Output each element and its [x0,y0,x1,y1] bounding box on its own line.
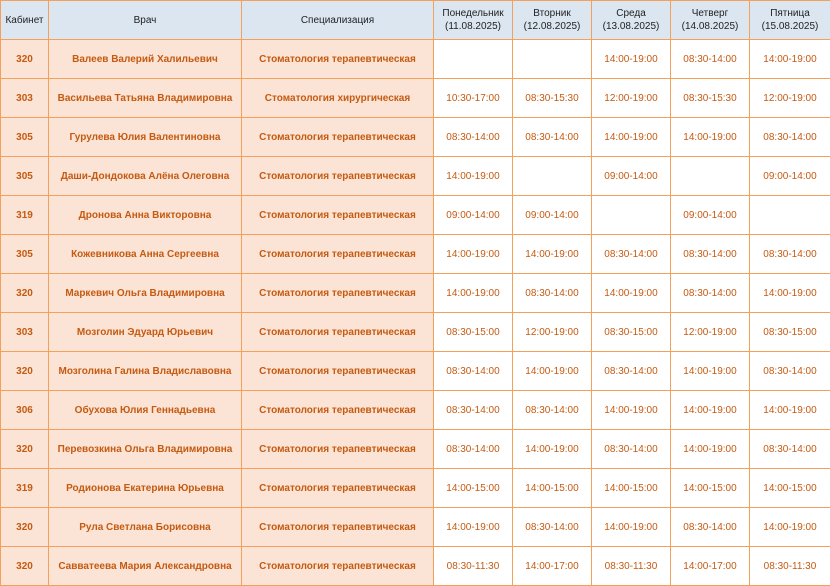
time-cell: 14:00-19:00 [434,274,513,313]
time-cell [513,40,592,79]
room-cell: 303 [1,79,49,118]
time-cell: 08:30-14:00 [513,274,592,313]
doctor-cell: Кожевникова Анна Сергеевна [49,235,242,274]
time-cell: 08:30-14:00 [671,235,750,274]
room-cell: 319 [1,196,49,235]
header-specialty: Специализация [242,1,434,40]
room-cell: 320 [1,352,49,391]
time-cell: 08:30-11:30 [434,547,513,586]
time-cell: 09:00-14:00 [750,157,830,196]
time-cell: 08:30-14:00 [434,118,513,157]
specialty-cell: Стоматология терапевтическая [242,157,434,196]
time-cell: 14:00-19:00 [671,118,750,157]
time-cell: 14:00-15:00 [592,469,671,508]
time-cell: 14:00-19:00 [592,118,671,157]
room-cell: 305 [1,118,49,157]
table-row [1,313,830,352]
specialty-cell: Стоматология терапевтическая [242,313,434,352]
time-cell: 14:00-19:00 [434,508,513,547]
time-cell: 09:00-14:00 [513,196,592,235]
time-cell: 14:00-17:00 [513,547,592,586]
time-cell: 14:00-19:00 [434,157,513,196]
time-cell: 08:30-14:00 [750,235,830,274]
time-cell [513,157,592,196]
doctor-cell: Дронова Анна Викторовна [49,196,242,235]
room-cell: 305 [1,157,49,196]
table-row [1,469,830,508]
time-cell: 12:00-19:00 [750,79,830,118]
time-cell: 14:00-19:00 [750,40,830,79]
table-row [1,352,830,391]
time-cell: 12:00-19:00 [592,79,671,118]
time-cell: 14:00-19:00 [592,508,671,547]
time-cell: 08:30-14:00 [592,430,671,469]
table-row [1,157,830,196]
specialty-cell: Стоматология терапевтическая [242,469,434,508]
table-row [1,547,830,586]
time-cell: 08:30-15:30 [671,79,750,118]
day-name: Пятница [752,7,828,20]
time-cell: 09:00-14:00 [434,196,513,235]
specialty-cell: Стоматология терапевтическая [242,430,434,469]
table-body [1,40,830,586]
room-cell: 320 [1,274,49,313]
day-name: Вторник [515,7,589,20]
doctor-cell: Маркевич Ольга Владимировна [49,274,242,313]
time-cell: 08:30-14:00 [513,508,592,547]
header-room: Кабинет [1,1,49,40]
specialty-cell: Стоматология терапевтическая [242,274,434,313]
time-cell: 14:00-19:00 [513,430,592,469]
header-day-friday [750,1,830,40]
header-day-wednesday [592,1,671,40]
day-date: (12.08.2025) [515,20,589,33]
time-cell: 14:00-19:00 [750,391,830,430]
time-cell: 14:00-19:00 [750,508,830,547]
specialty-cell: Стоматология терапевтическая [242,508,434,547]
doctor-cell: Обухова Юлия Геннадьевна [49,391,242,430]
time-cell: 14:00-19:00 [671,430,750,469]
header-day-thursday [671,1,750,40]
time-cell [750,196,830,235]
time-cell: 10:30-17:00 [434,79,513,118]
time-cell: 14:00-19:00 [513,235,592,274]
time-cell: 08:30-14:00 [434,391,513,430]
specialty-cell: Стоматология терапевтическая [242,391,434,430]
specialty-cell: Стоматология терапевтическая [242,40,434,79]
doctor-cell: Васильева Татьяна Владимировна [49,79,242,118]
table-header [1,1,830,40]
time-cell: 08:30-14:00 [750,118,830,157]
time-cell: 08:30-14:00 [434,430,513,469]
doctor-cell: Мозголина Галина Владиславовна [49,352,242,391]
header-doctor: Врач [49,1,242,40]
time-cell: 08:30-14:00 [434,352,513,391]
time-cell [671,157,750,196]
specialty-cell: Стоматология терапевтическая [242,235,434,274]
time-cell: 08:30-14:00 [513,391,592,430]
table-row [1,118,830,157]
time-cell: 08:30-15:00 [434,313,513,352]
room-cell: 319 [1,469,49,508]
table-row [1,40,830,79]
time-cell: 14:00-19:00 [592,391,671,430]
time-cell: 08:30-14:00 [750,352,830,391]
time-cell: 08:30-15:00 [750,313,830,352]
doctor-cell: Рула Светлана Борисовна [49,508,242,547]
room-cell: 320 [1,547,49,586]
doctor-cell: Даши-Дондокова Алёна Олеговна [49,157,242,196]
time-cell: 14:00-15:00 [671,469,750,508]
specialty-cell: Стоматология хирургическая [242,79,434,118]
time-cell: 14:00-15:00 [434,469,513,508]
doctor-cell: Савватеева Мария Александровна [49,547,242,586]
time-cell: 14:00-15:00 [750,469,830,508]
time-cell: 12:00-19:00 [513,313,592,352]
time-cell: 14:00-19:00 [592,40,671,79]
time-cell: 14:00-17:00 [671,547,750,586]
time-cell: 14:00-19:00 [434,235,513,274]
time-cell: 08:30-14:00 [671,508,750,547]
day-date: (11.08.2025) [436,20,510,33]
time-cell: 14:00-19:00 [592,274,671,313]
doctor-cell: Родионова Екатерина Юрьевна [49,469,242,508]
doctor-cell: Мозголин Эдуард Юрьевич [49,313,242,352]
time-cell: 08:30-15:00 [592,313,671,352]
specialty-cell: Стоматология терапевтическая [242,352,434,391]
time-cell: 14:00-19:00 [671,352,750,391]
time-cell: 08:30-11:30 [592,547,671,586]
header-day-monday [434,1,513,40]
room-cell: 305 [1,235,49,274]
header-day-tuesday [513,1,592,40]
doctor-cell: Валеев Валерий Халильевич [49,40,242,79]
table-row [1,235,830,274]
time-cell: 08:30-11:30 [750,547,830,586]
header-row [1,1,830,40]
room-cell: 320 [1,430,49,469]
time-cell: 14:00-19:00 [750,274,830,313]
room-cell: 320 [1,508,49,547]
day-name: Четверг [673,7,747,20]
time-cell: 08:30-15:30 [513,79,592,118]
table-row [1,430,830,469]
room-cell: 303 [1,313,49,352]
table-row [1,196,830,235]
room-cell: 306 [1,391,49,430]
day-date: (14.08.2025) [673,20,747,33]
time-cell [592,196,671,235]
time-cell: 09:00-14:00 [671,196,750,235]
table-row [1,391,830,430]
time-cell: 09:00-14:00 [592,157,671,196]
time-cell: 12:00-19:00 [671,313,750,352]
specialty-cell: Стоматология терапевтическая [242,547,434,586]
time-cell: 08:30-14:00 [592,235,671,274]
room-cell: 320 [1,40,49,79]
table-row [1,79,830,118]
day-name: Понедельник [436,7,510,20]
time-cell: 14:00-19:00 [513,352,592,391]
day-date: (13.08.2025) [594,20,668,33]
day-date: (15.08.2025) [752,20,828,33]
time-cell: 08:30-14:00 [671,40,750,79]
doctor-cell: Перевозкина Ольга Владимировна [49,430,242,469]
time-cell: 08:30-14:00 [750,430,830,469]
table-row [1,274,830,313]
specialty-cell: Стоматология терапевтическая [242,118,434,157]
time-cell: 08:30-14:00 [513,118,592,157]
time-cell [434,40,513,79]
table-row [1,508,830,547]
time-cell: 14:00-19:00 [671,391,750,430]
time-cell: 08:30-14:00 [592,352,671,391]
specialty-cell: Стоматология терапевтическая [242,196,434,235]
time-cell: 08:30-14:00 [671,274,750,313]
day-name: Среда [594,7,668,20]
doctor-cell: Гурулева Юлия Валентиновна [49,118,242,157]
time-cell: 14:00-15:00 [513,469,592,508]
